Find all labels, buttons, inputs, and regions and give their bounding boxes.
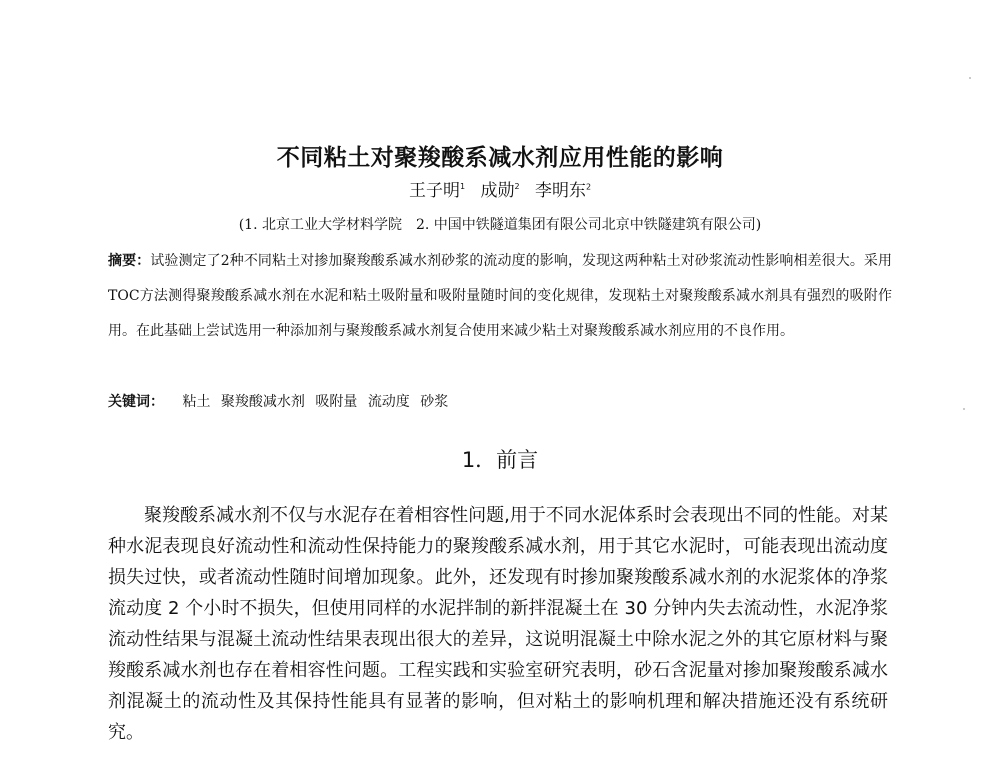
paper-title: 不同粘土对聚羧酸系减水剂应用性能的影响 <box>276 145 724 171</box>
keyword: 砂浆 <box>420 394 449 410</box>
body-paragraph: 聚羧酸系减水剂不仅与水泥存在着相容性问题,用于不同水泥体系时会表现出不同的性能。对某种水泥表现良好流动性和流动性保持能力的聚羧酸系减水剂，用于其它水泥时，可能表现出流动度损失过快，或者流动性随时间增加现象。此外，还发现有时掺加聚羧酸系减水剂的水泥浆体的净浆流动度 2 个小时不损失，但使用同样的水泥拌制的新拌混凝土在 30 分钟内失去流动性，水泥净浆流动性结果与混凝土流动性结果表现出很大的差异，这说明混凝土中除水泥之外的其它原材料与聚羧酸系减水剂也存在着相容性问题。工程实践和实验室研究表明，砂石含泥量对掺加聚羧酸系减水剂混凝土的流动性及其保持性能具有显著的影响，但对粘土的影响机理和解决措施还没有系统研究。 <box>108 505 888 743</box>
abstract-text: 试验测定了2种不同粘土对掺加聚羧酸系减水剂砂浆的流动度的影响，发现这两种粘土对砂浆流动性影响相差很大。采用TOC方法测得聚羧酸系减水剂在水泥和粘土吸附量和吸附量随时间的变化规律，发现粘土对聚羧酸系减水剂具有强烈的吸附作用。在此基础上尝试选用一种添加剂与聚羧酸系减水剂复合使用来减少粘土对聚羧酸系减水剂应用的不良作用。 <box>108 253 893 339</box>
author-name: 王子明 <box>408 181 460 201</box>
author-name: 成勋 <box>480 181 515 201</box>
keyword: 粘土 <box>182 394 211 410</box>
keywords <box>108 391 892 411</box>
keywords-label: 关键词： <box>108 394 164 410</box>
scan-speck <box>969 77 971 79</box>
author-affiliation-mark: 2 <box>514 182 520 192</box>
abstract-label: 摘要： <box>108 253 151 269</box>
affiliations: (1. 北京工业大学材料学院 2. 中国中铁隧道集团有限公司北京中铁隧建筑有限公司) <box>238 217 762 233</box>
scan-speck <box>963 408 965 410</box>
author-name: 李明东 <box>534 181 586 201</box>
author-affiliation-mark: 1 <box>459 182 466 192</box>
author-line <box>0 176 1000 201</box>
abstract <box>108 244 892 349</box>
keyword: 聚羧酸减水剂 <box>220 394 305 410</box>
author-affiliation-mark: 2 <box>585 182 592 192</box>
keyword: 吸附量 <box>315 394 358 410</box>
keyword: 流动度 <box>367 394 410 410</box>
section-heading: 1．前言 <box>461 448 539 472</box>
